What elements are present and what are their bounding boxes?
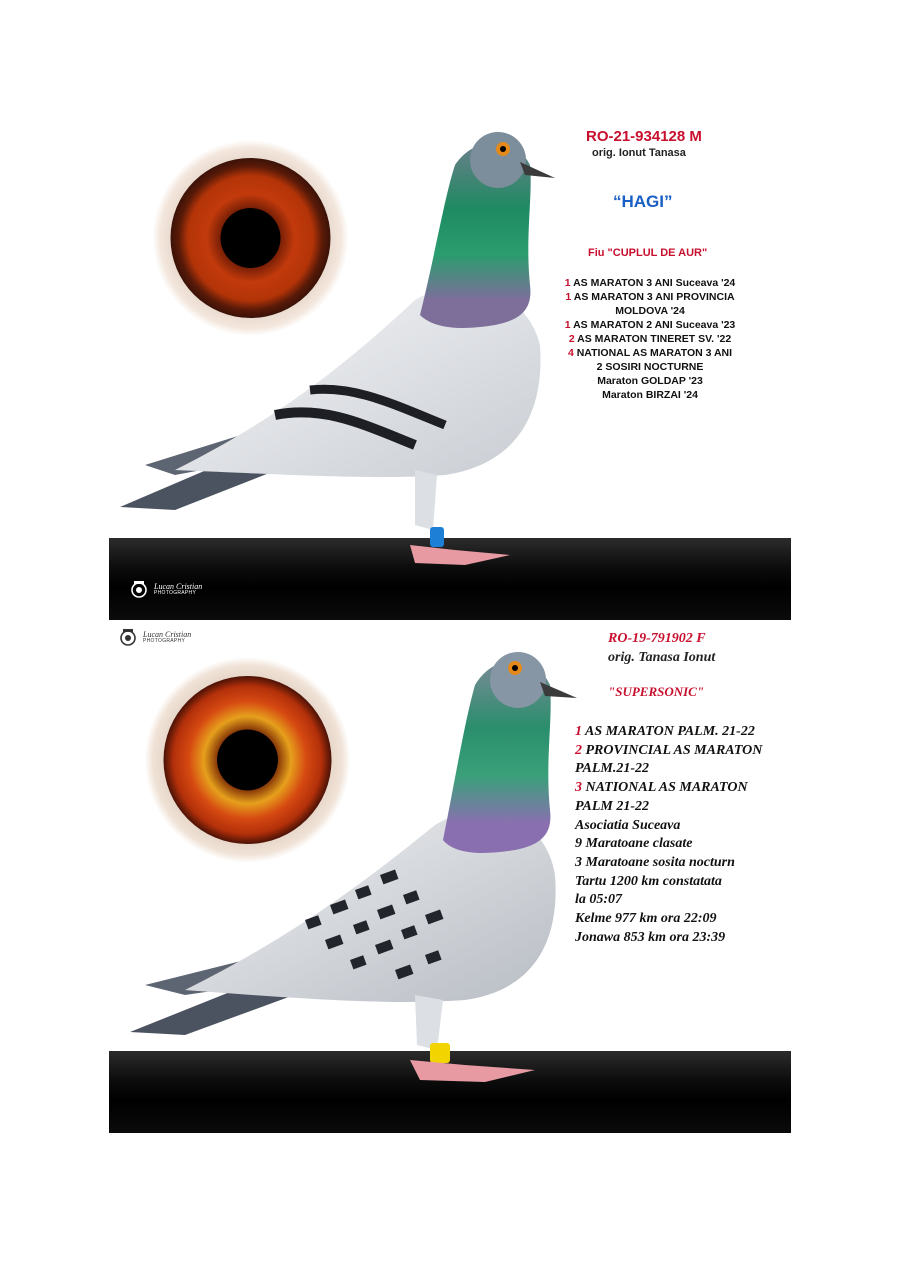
result-line: 1 AS MARATON PALM. 21-22 bbox=[575, 724, 755, 739]
camera-icon bbox=[128, 580, 150, 598]
ring-number: RO-21-934128 M bbox=[586, 128, 702, 145]
result-line: 2 PROVINCIAL AS MARATON bbox=[575, 742, 763, 758]
result-line: 4 NATIONAL AS MARATON 3 ANI bbox=[567, 347, 733, 359]
result-line: 9 Maratoane clasate bbox=[575, 836, 693, 852]
result-line: 2 SOSIRI NOCTURNE bbox=[596, 361, 704, 373]
result-line: Asociatia Suceava bbox=[575, 817, 681, 833]
results-list bbox=[540, 276, 760, 402]
pigeon-card-hagi bbox=[0, 0, 900, 625]
logo-sub: PHOTOGRAPHY bbox=[143, 637, 186, 644]
result-line: 3 NATIONAL AS MARATON bbox=[575, 780, 748, 796]
pigeon-name: "SUPERSONIC" bbox=[608, 684, 705, 699]
pigeon-card-supersonic bbox=[0, 625, 900, 1145]
pigeon-photo-supersonic bbox=[125, 637, 585, 1095]
result-line: 1 AS MARATON 3 ANI PROVINCIA bbox=[565, 291, 735, 303]
result-line: Tartu 1200 km constatata bbox=[575, 873, 722, 889]
result-line: Maraton BIRZAI '24 bbox=[602, 389, 698, 401]
result-line: la 05:07 bbox=[575, 892, 623, 908]
result-line: 3 Maratoane sosita nocturn bbox=[575, 854, 735, 870]
pigeon-name: “HAGI” bbox=[613, 192, 673, 211]
logo-script: Lucan Cristian bbox=[143, 629, 192, 639]
parentage: Fiu "CUPLUL DE AUR" bbox=[588, 247, 708, 259]
result-line: Kelme 977 km ora 22:09 bbox=[575, 911, 717, 927]
origin: orig. Ionut Tanasa bbox=[592, 147, 686, 159]
ring-number: RO-19-791902 F bbox=[608, 631, 706, 646]
logo-sub: PHOTOGRAPHY bbox=[154, 589, 197, 596]
result-line: PALM.21-22 bbox=[575, 761, 650, 777]
result-line: 1 AS MARATON 3 ANI Suceava '24 bbox=[564, 277, 736, 289]
results-list bbox=[575, 723, 762, 947]
logo-script: Lucan Cristian bbox=[154, 581, 203, 591]
result-line: Jonawa 853 km ora 23:39 bbox=[575, 929, 726, 945]
pigeon-photo-hagi bbox=[115, 125, 565, 580]
result-line: 1 AS MARATON 2 ANI Suceava '23 bbox=[564, 319, 736, 331]
result-line: 2 AS MARATON TINERET SV. '22 bbox=[568, 333, 732, 345]
result-line: MOLDOVA '24 bbox=[615, 305, 685, 317]
result-line: Maraton GOLDAP '23 bbox=[597, 375, 703, 387]
origin: orig. Tanasa Ionut bbox=[608, 650, 716, 665]
result-line: PALM 21-22 bbox=[575, 798, 650, 814]
photographer-logo bbox=[128, 580, 202, 598]
